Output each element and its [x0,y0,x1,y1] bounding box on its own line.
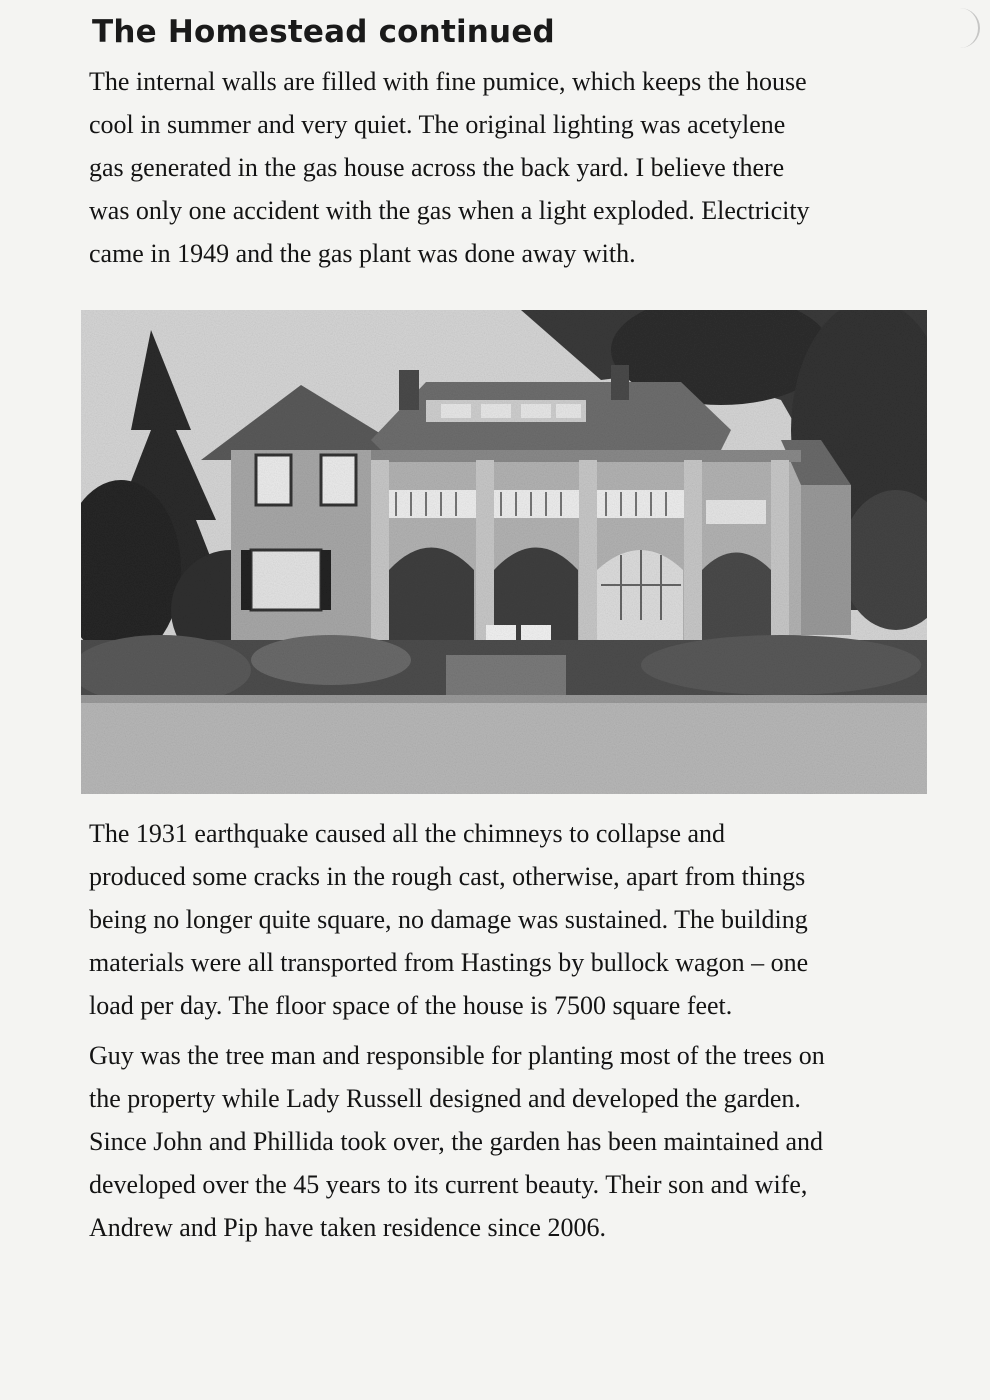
text-line: Andrew and Pip have taken residence since 2006. [89,1213,606,1242]
text-line: load per day. The floor space of the house is 7500 square feet. [89,991,733,1020]
text-line: developed over the 45 years to its current beauty. Their son and wife, [89,1170,808,1199]
text-line: materials were all transported from Hastings by bullock wagon – one [89,948,809,977]
text-line: the property while Lady Russell designed and developed the garden. [89,1084,801,1113]
page-title: The Homestead continued [92,14,555,50]
text-line: was only one accident with the gas when a light exploded. Electricity [89,196,810,225]
text-line: gas generated in the gas house across the back yard. I believe there [89,153,785,182]
text-line: came in 1949 and the gas plant was done away with. [89,239,636,268]
text-line: Guy was the tree man and responsible for planting most of the trees on [89,1041,825,1070]
paragraph-earthquake [89,812,909,1027]
paragraph-garden [89,1034,919,1249]
text-line: The 1931 earthquake caused all the chimneys to collapse and [89,819,726,848]
homestead-photo [81,310,927,794]
text-line: produced some cracks in the rough cast, otherwise, apart from things [89,862,806,891]
page-edge-mark [952,8,980,48]
text-line: being no longer quite square, no damage was sustained. The building [89,905,808,934]
paragraph-lighting [89,60,909,275]
text-line: cool in summer and very quiet. The original lighting was acetylene [89,110,786,139]
text-line: The internal walls are filled with fine pumice, which keeps the house [89,67,807,96]
text-line: Since John and Phillida took over, the garden has been maintained and [89,1127,823,1156]
